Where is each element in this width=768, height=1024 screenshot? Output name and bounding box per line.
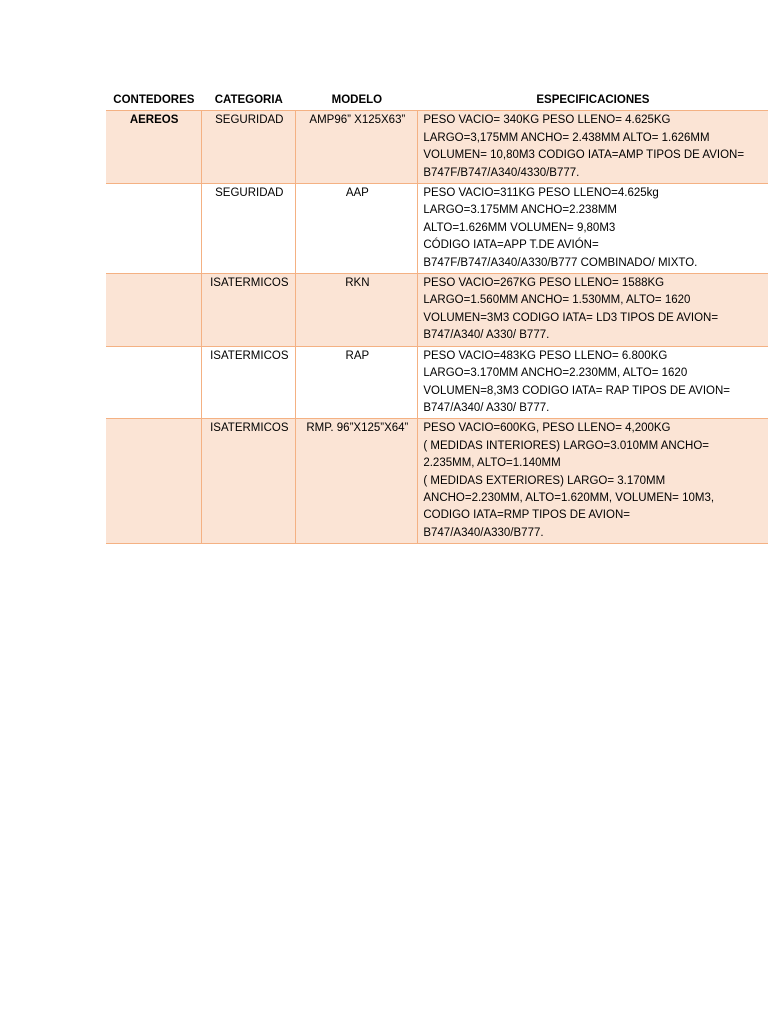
table-header-row — [106, 90, 768, 111]
spec-line: B747F/B747/A340/4330/B777. — [423, 166, 580, 179]
spec-line: PESO VACIO=311KG PESO LLENO=4.625kg — [423, 187, 659, 200]
spec-line: LARGO=3.175MM ANCHO=2.238MM — [423, 204, 618, 217]
cell-categoria: SEGURIDAD — [202, 184, 296, 274]
spec-line: PESO VACIO=267KG PESO LLENO= 1588KG — [423, 277, 665, 290]
header-modelo: MODELO — [296, 90, 418, 111]
spec-line: B747/A340/ A330/ B777. — [423, 401, 550, 414]
cell-contenedor — [106, 419, 202, 544]
spec-line: VOLUMEN= 10,80M3 CODIGO IATA=AMP TIPOS DE AVION= — [423, 149, 745, 162]
cell-contenedor: AEREOS — [106, 111, 202, 184]
cell-especificaciones — [418, 184, 768, 274]
cell-modelo: AAP — [296, 184, 418, 274]
cell-especificaciones — [418, 346, 768, 419]
spec-line: VOLUMEN=3M3 CODIGO IATA= LD3 TIPOS DE AVION= — [423, 311, 719, 324]
cell-contenedor — [106, 274, 202, 347]
header-contenedores: CONTEDORES — [106, 90, 202, 111]
spec-line: PESO VACIO=600KG, PESO LLENO= 4,200KG — [423, 422, 671, 435]
cell-categoria: ISATERMICOS — [202, 274, 296, 347]
table-row — [106, 419, 768, 544]
spec-line: 2.235MM, ALTO=1.140MM — [423, 457, 561, 470]
spec-line: B747F/B747/A340/A330/B777 COMBINADO/ MIXTO. — [423, 256, 698, 269]
spec-line: B747/A340/A330/B777. — [423, 526, 544, 539]
table-row — [106, 184, 768, 274]
cell-categoria: SEGURIDAD — [202, 111, 296, 184]
cell-modelo: RAP — [296, 346, 418, 419]
cell-especificaciones — [418, 419, 768, 544]
spec-line: PESO VACIO= 340KG PESO LLENO= 4.625KG — [423, 114, 671, 127]
spec-line: CODIGO IATA=RMP TIPOS DE AVION= — [423, 509, 630, 522]
header-especificaciones: ESPECIFICACIONES — [418, 90, 768, 111]
cell-modelo: RKN — [296, 274, 418, 347]
cell-contenedor — [106, 346, 202, 419]
spec-line: B747/A340/ A330/ B777. — [423, 329, 550, 342]
spec-line: ANCHO=2.230MM, ALTO=1.620MM, VOLUMEN= 10M3, — [423, 491, 715, 504]
cell-modelo: RMP. 96”X125”X64” — [296, 419, 418, 544]
table-row — [106, 346, 768, 419]
cell-modelo: AMP96” X125X63” — [296, 111, 418, 184]
cell-contenedor — [106, 184, 202, 274]
spec-line: LARGO=1.560MM ANCHO= 1.530MM, ALTO= 1620 — [423, 294, 691, 307]
cell-especificaciones — [418, 274, 768, 347]
table-row — [106, 111, 768, 184]
spec-line: VOLUMEN=8,3M3 CODIGO IATA= RAP TIPOS DE AVION= — [423, 384, 730, 397]
spec-line: LARGO=3,175MM ANCHO= 2.438MM ALTO= 1.626MM — [423, 131, 710, 144]
spec-line: ( MEDIDAS INTERIORES) LARGO=3.010MM ANCHO= — [423, 439, 709, 452]
containers-table — [106, 90, 768, 544]
spec-line: ALTO=1.626MM VOLUMEN= 9,80M3 — [423, 221, 616, 234]
cell-categoria: ISATERMICOS — [202, 419, 296, 544]
spec-line: PESO VACIO=483KG PESO LLENO= 6.800KG — [423, 349, 668, 362]
spec-line: LARGO=3.170MM ANCHO=2.230MM, ALTO= 1620 — [423, 367, 688, 380]
header-categoria: CATEGORIA — [202, 90, 296, 111]
table-row — [106, 274, 768, 347]
spec-line: ( MEDIDAS EXTERIORES) LARGO= 3.170MM — [423, 474, 666, 487]
cell-categoria: ISATERMICOS — [202, 346, 296, 419]
spec-line: CÓDIGO IATA=APP T.DE AVIÓN= — [423, 239, 599, 252]
cell-especificaciones — [418, 111, 768, 184]
